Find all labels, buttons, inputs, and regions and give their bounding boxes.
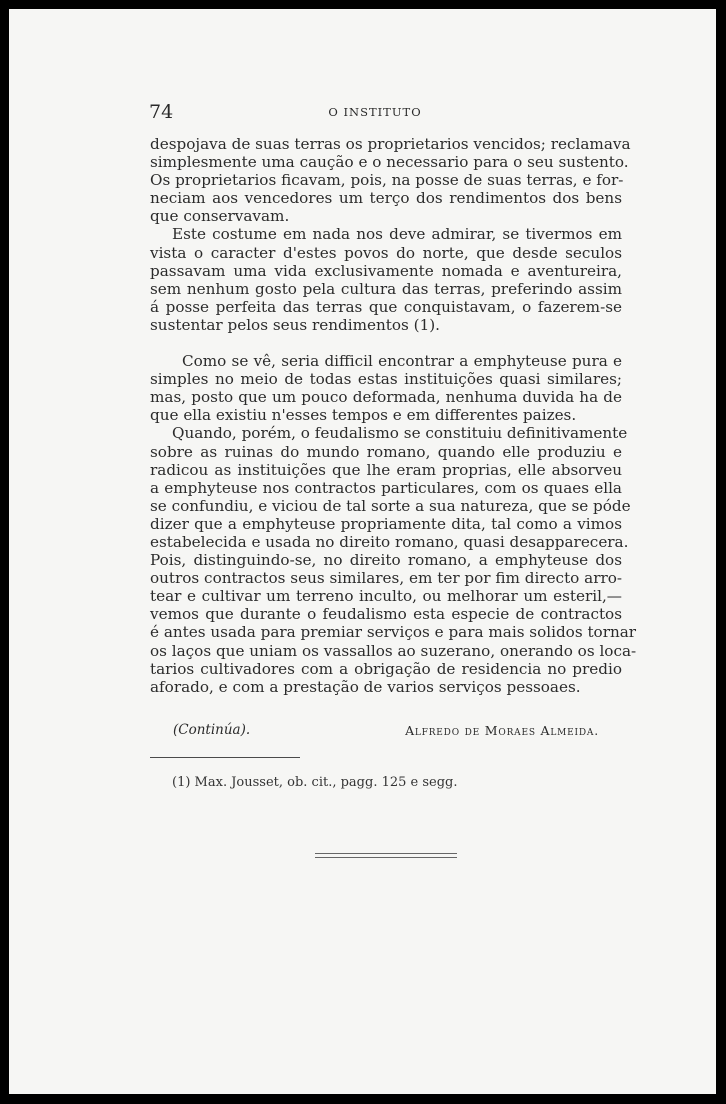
text-line: que ella existiu n'esses tempos e em differentes paizes. xyxy=(150,406,577,425)
text-line: á posse perfeita das terras que conquistavam, o fazerem-se xyxy=(150,297,622,316)
paragraph-gap xyxy=(150,334,622,352)
text-line: sobre as ruinas do mundo romano, quando elle produziu e xyxy=(150,442,622,461)
text-line: mas, posto que um pouco deformada, nenhuma duvida ha de xyxy=(150,388,622,407)
text-line: neciam aos vencedores um terço dos rendimentos dos bens xyxy=(150,189,622,208)
text-line: dizer que a emphyteuse propriamente dita, tal como a vimos xyxy=(150,514,622,533)
running-title: O INSTITUTO xyxy=(328,105,422,119)
continua-note: (Continúa). xyxy=(173,722,251,738)
text-line: os laços que uniam os vassallos ao suzerano, onerando os loca- xyxy=(150,641,637,660)
paragraph xyxy=(150,424,637,696)
text-line: despojava de suas terras os proprietarios vencidos; reclamava xyxy=(150,135,631,153)
footnote: (1) Max. Jousset, ob. cit., pagg. 125 e segg. xyxy=(172,775,458,790)
text-line: tear e cultivar um terreno inculto, ou melhorar um esteril,— xyxy=(150,587,622,606)
book-page xyxy=(9,9,716,1094)
text-line: simples no meio de todas estas instituições quasi similares; xyxy=(150,370,622,389)
text-line: é antes usada para premiar serviços e para mais solidos tornar xyxy=(150,623,637,642)
text-line: se confundiu, e viciou de tal sorte a sua natureza, que se póde xyxy=(150,496,631,515)
text-line: Pois, distinguindo-se, no direito romano, a emphyteuse dos xyxy=(150,551,622,570)
text-line: radicou as instituições que lhe eram proprias, elle absorveu xyxy=(150,460,622,479)
paragraph xyxy=(150,135,631,226)
text-line: simplesmente uma caução e o necessario para o seu sustento. xyxy=(150,153,629,172)
page-header xyxy=(149,91,601,131)
text-line: Os proprietarios ficavam, pois, na posse de suas terras, e for- xyxy=(150,171,624,190)
page-number: 74 xyxy=(149,101,174,123)
text-line: vista o caracter d'estes povos do norte, que desde seculos xyxy=(150,243,622,262)
text-line: sustentar pelos seus rendimentos (1). xyxy=(150,315,440,334)
footnote-divider xyxy=(150,757,300,758)
text-line: Este costume em nada nos deve admirar, se tivermos em xyxy=(172,225,622,244)
article-body xyxy=(150,135,637,696)
text-line: Quando, porém, o feudalismo se constituiu definitivamente xyxy=(172,424,628,443)
text-line: que conservavam. xyxy=(150,207,290,226)
text-line: tarios cultivadores com a obrigação de residencia no predio xyxy=(150,659,622,678)
text-line: Como se vê, seria difficil encontrar a emphyteuse pura e xyxy=(182,352,622,371)
paragraph xyxy=(150,352,622,424)
text-line: passavam uma vida exclusivamente nomada e aventureira, xyxy=(150,261,622,280)
text-line: sem nenhum gosto pela cultura das terras, preferindo assim xyxy=(150,279,622,298)
author-name: Alfredo de Moraes Almeida. xyxy=(405,723,599,738)
paragraph xyxy=(150,225,622,334)
text-line: estabelecida e usada no direito romano, quasi desapparecera. xyxy=(150,532,629,551)
text-line: a emphyteuse nos contractos particulares, com os quaes ella xyxy=(150,478,622,497)
end-ornament-rule xyxy=(315,857,457,858)
text-line: outros contractos seus similares, em ter por fim directo arro- xyxy=(150,569,622,588)
end-ornament-rule xyxy=(315,853,457,854)
text-line: vemos que durante o feudalismo esta especie de contractos xyxy=(150,605,622,624)
text-line: aforado, e com a prestação de varios serviços pessoaes. xyxy=(150,677,581,696)
signature-row xyxy=(173,722,599,738)
